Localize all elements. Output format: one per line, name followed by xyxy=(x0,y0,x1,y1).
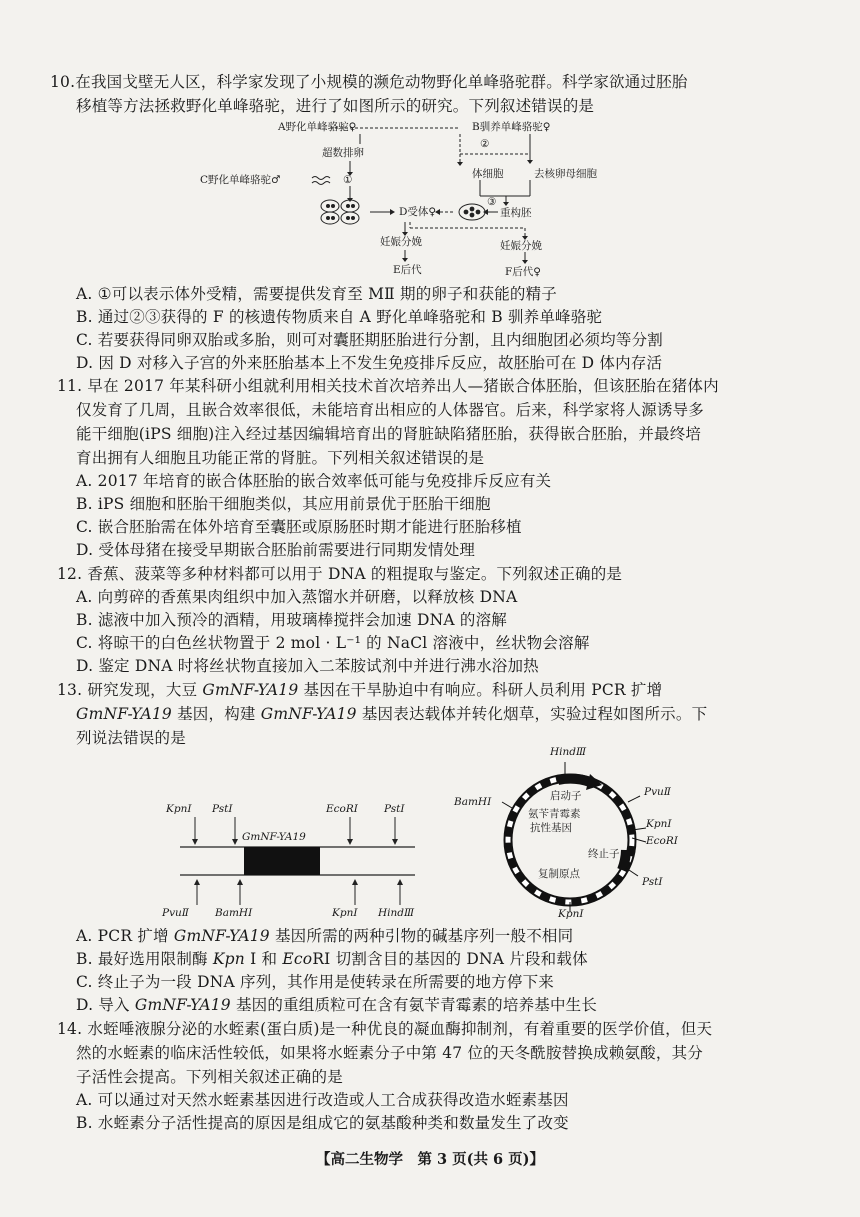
amp-resistance-label-2: 抗性基因 xyxy=(530,822,572,834)
promoter-label: 启动子 xyxy=(550,790,582,802)
site-kpn-bottom: KpnⅠ xyxy=(332,907,358,919)
q10-option-b: B. 通过②③获得的 F 的核遗传物质来自 A 野化单峰骆驼和 B 驯养单峰骆驼 xyxy=(76,308,603,326)
q13-stem-line2: GmNF-YA19 基因，构建 GmNF-YA19 基因表达载体并转化烟草，实验过程如图所示。下 xyxy=(76,705,708,723)
step-3-label: ③ xyxy=(487,196,497,208)
embryo-right xyxy=(459,204,485,220)
site-pst-top-2: PstⅠ xyxy=(384,803,405,815)
plasmid-site-kpn-2: KpnⅠ xyxy=(558,908,584,920)
q12-option-b: B. 滤液中加入预冷的酒精，用玻璃棒搅拌会加速 DNA 的溶解 xyxy=(76,611,507,629)
q10-stem-line2: 移植等方法拯救野化单峰骆驼，进行了如图所示的研究。下列叙述错误的是 xyxy=(76,97,595,115)
pregnancy-label-right: 妊娠分娩 xyxy=(500,240,542,252)
gene-name: GmNF-YA19 xyxy=(76,705,172,723)
q10-option-c: C. 若要获得同卵双胎或多胎，则可对囊胚期胚胎进行分割，且内细胞团必须均等分割 xyxy=(76,331,663,349)
q10-diagram xyxy=(150,116,670,281)
q11-option-c: C. 嵌合胚胎需在体外培育至囊胚或原肠胚时期才能进行胚胎移植 xyxy=(76,518,522,536)
gene-label: GmNF-YA19 xyxy=(242,831,306,843)
embryo-cluster-left xyxy=(321,200,359,224)
step-2-label: ② xyxy=(480,138,490,150)
q12-option-d: D. 鉴定 DNA 时将丝状物直接加入二苯胺试剂中并进行沸水浴加热 xyxy=(76,657,539,675)
plasmid-site-hind: HindⅢ xyxy=(550,746,587,758)
amp-resistance-label-1: 氨苄青霉素 xyxy=(528,808,581,820)
q10-diagram-lines xyxy=(150,116,670,281)
q12-option-c: C. 将晾干的白色丝状物置于 2 mol · L⁻¹ 的 NaCl 溶液中，丝状物会溶解 xyxy=(76,634,590,652)
q11-option-d: D. 受体母猪在接受早期嵌合胚胎前需要进行同期发情处理 xyxy=(76,541,476,559)
q11-option-a: A. 2017 年培育的嵌合体胚胎的嵌合效率低可能与免疫排斥反应有关 xyxy=(76,472,552,490)
camel-b-label: B驯养单峰骆驼♀ xyxy=(472,121,551,133)
q13-option-d: D. 导入 GmNF-YA19 基因的重组质粒可在含有氨苄青霉素的培养基中生长 xyxy=(76,996,598,1014)
target-gene-block xyxy=(244,847,320,875)
gene-name: GmNF-YA19 xyxy=(202,681,299,699)
terminator-label: 终止子 xyxy=(588,848,620,860)
q13-stem-line1: 13. 研究发现，大豆 GmNF-YA19 基因在干旱胁迫中有响应。科研人员利用 PCR 扩增 xyxy=(57,681,663,699)
somatic-cell-label: 体细胞 xyxy=(472,168,504,180)
camel-c-label: C野化单峰骆驼♂ xyxy=(200,174,281,186)
site-pvu-bottom: PvuⅡ xyxy=(162,907,189,919)
plasmid-site-pvu: PvuⅡ xyxy=(644,786,671,798)
offspring-e-label: E后代 xyxy=(393,264,422,276)
gene-name: GmNF-YA19 xyxy=(134,996,231,1014)
pregnancy-label-left: 妊娠分娩 xyxy=(380,236,422,248)
q12-stem: 12. 香蕉、菠菜等多种材料都可以用于 DNA 的粗提取与鉴定。下列叙述正确的是 xyxy=(57,565,623,583)
q11-stem-line1: 11. 早在 2017 年某科研小组就利用相关技术首次培养出人—猪嵌合体胚胎，但该胚胎在猪体内 xyxy=(57,377,719,395)
q14-stem-line3: 子活性会提高。下列相关叙述正确的是 xyxy=(76,1068,343,1086)
plasmid-drawing xyxy=(450,742,700,922)
q11-option-b: B. iPS 细胞和胚胎干细胞类似，其应用前景优于胚胎干细胞 xyxy=(76,495,491,513)
plasmid-site-kpn-1: KpnⅠ xyxy=(646,818,672,830)
q14-stem-line2: 然的水蛭素的临床活性较低，如果将水蛭素分子中第 47 位的天冬酰胺替换成赖氨酸，其分 xyxy=(76,1044,703,1062)
offspring-f-label: F后代♀ xyxy=(505,266,541,278)
camel-a-label: A野化单峰骆驼♀ xyxy=(278,121,357,133)
site-bam-bottom: BamHⅠ xyxy=(215,907,253,919)
site-ecor-top: EcoRⅠ xyxy=(326,803,358,815)
q14-option-b: B. 水蛭素分子活性提高的原因是组成它的氨基酸种类和数量发生了改变 xyxy=(76,1114,569,1132)
q12-option-a: A. 向剪碎的香蕉果肉组织中加入蒸馏水并研磨，以释放核 DNA xyxy=(76,588,518,606)
plasmid-site-bam: BamHⅠ xyxy=(454,796,492,808)
q10-option-a: A. ①可以表示体外受精，需要提供发育至 MⅡ 期的卵子和获能的精子 xyxy=(76,285,558,303)
gene-name: GmNF-YA19 xyxy=(173,927,270,945)
site-kpn-top: KpnⅠ xyxy=(166,803,192,815)
q13-stem-line3: 列说法错误的是 xyxy=(76,729,186,747)
q10-option-d: D. 因 D 对移入子宫的外来胚胎基本上不发生免疫排斥反应，故胚胎可在 D 体内存活 xyxy=(76,354,663,372)
q14-stem-line1: 14. 水蛭唾液腺分泌的水蛭素(蛋白质)是一种优良的凝血酶抑制剂，有着重要的医学价值，但天 xyxy=(57,1020,713,1038)
page-footer: 【高二生物学 第 3 页(共 6 页)】 xyxy=(315,1151,545,1168)
q13-option-a: A. PCR 扩增 GmNF-YA19 基因所需的两种引物的碱基序列一般不相同 xyxy=(76,927,574,945)
q11-stem-line4: 育出拥有人细胞且功能正常的肾脏。下列相关叙述错误的是 xyxy=(76,449,485,467)
q11-stem-line2: 仅发育了几周，且嵌合效率很低，未能培育出相应的人体器官。后来，科学家将人源诱导多 xyxy=(76,401,705,419)
site-hind-bottom: HindⅢ xyxy=(378,907,415,919)
plasmid-site-ecor: EcoRⅠ xyxy=(646,835,678,847)
q14-option-a: A. 可以通过对天然水蛭素基因进行改造或人工合成获得改造水蛭素基因 xyxy=(76,1091,569,1109)
q13-dna-fragment-diagram xyxy=(160,795,430,925)
recipient-d-label: D受体♀ xyxy=(399,206,437,218)
q11-stem-line3: 能干细胞(iPS 细胞)注入经过基因编辑培育出的肾脏缺陷猪胚胎，获得嵌合胚胎，并最终培 xyxy=(76,425,702,443)
q13-option-c: C. 终止子为一段 DNA 序列，其作用是使转录在所需要的地方停下来 xyxy=(76,973,555,991)
enucleated-oocyte-label: 去核卵母细胞 xyxy=(534,168,597,180)
plasmid-site-pst: PstⅠ xyxy=(642,876,663,888)
superovulation-label: 超数排卵 xyxy=(322,147,364,159)
site-pst-top-1: PstⅠ xyxy=(212,803,233,815)
reconstructed-embryo-label: 重构胚 xyxy=(500,207,532,219)
step-1-label: ① xyxy=(343,174,353,186)
q10-stem-line1: 10.在我国戈壁无人区，科学家发现了小规模的濒危动物野化单峰骆驼群。科学家欲通过胚胎 xyxy=(50,73,688,91)
gene-name: GmNF-YA19 xyxy=(260,705,357,723)
q13-plasmid-diagram xyxy=(450,742,700,922)
ori-label: 复制原点 xyxy=(538,868,580,880)
q13-option-b: B. 最好选用限制酶 Kpn Ⅰ 和 EcoRⅠ 切割含目的基因的 DNA 片段和载体 xyxy=(76,950,588,968)
